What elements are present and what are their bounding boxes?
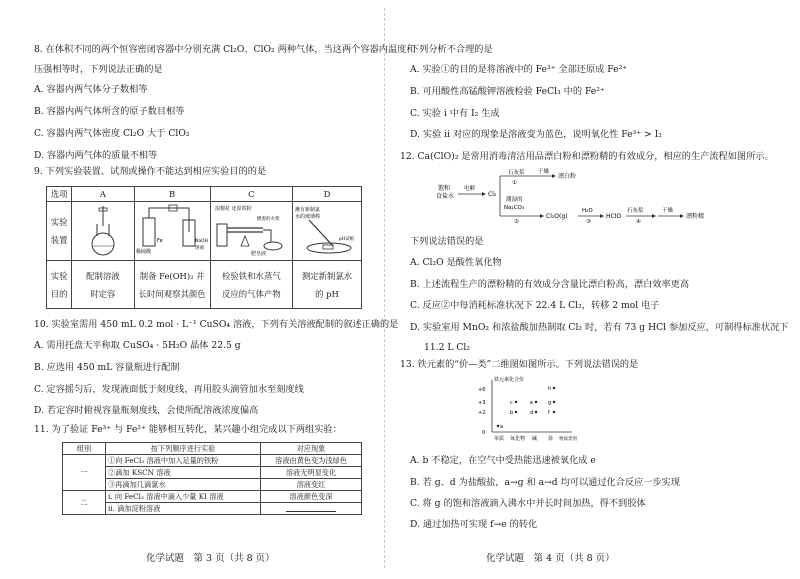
svg-text:石灰浆: 石灰浆 [627, 208, 644, 214]
q11-result-4: 溶液颜色变深 [261, 491, 362, 503]
svg-text:湿棉花 还原铁粉: 湿棉花 还原铁粉 [215, 206, 252, 212]
q9-apparatus-d [293, 202, 362, 261]
q11-group-2: 二 [63, 491, 106, 515]
q10-option-c: C. 定容摇匀后，发现液面低于刻度线，再用胶头滴管加水至刻度线 [34, 384, 304, 395]
q11-step-5: ⅱ. 滴加淀粉溶液 [106, 503, 261, 515]
y-axis-label: 铁元素化合价 [494, 377, 525, 383]
svg-text:g: g [548, 400, 552, 406]
point-c [515, 401, 517, 403]
q8-option-a: A. 容器内两气体分子数相等 [34, 84, 148, 95]
svg-text:Cl₂O(g): Cl₂O(g) [546, 213, 568, 220]
q12-option-a: A. Cl₂O 是酸性氧化物 [410, 257, 502, 268]
q8-stem-line1: 8. 在体积不同的两个恒容密闭容器中分别充满 Cl₂O、ClO₂ 两种气体，当这两个容器内温度和 [34, 44, 416, 55]
svg-text:Na₂CO₃: Na₂CO₃ [504, 205, 525, 211]
svg-text:食盐水: 食盐水 [436, 193, 455, 200]
q11-option-a: A. 实验①的目的是将溶液中的 Fe³⁺ 全部还原成 Fe²⁺ [410, 64, 628, 75]
svg-text:漂粉精: 漂粉精 [686, 213, 705, 220]
q9-header-option: 选项 [47, 187, 72, 202]
q9-header-c: C [210, 187, 292, 202]
q10-option-d: D. 若定容时俯视容量瓶刻度线，会使所配溶液浓度偏高 [34, 405, 259, 416]
svg-text:H₂O: H₂O [582, 208, 593, 214]
svg-text:电解: 电解 [464, 186, 476, 192]
svg-text:漂白粉: 漂白粉 [558, 173, 577, 180]
q11-header-phenomena: 对应现象 [261, 443, 362, 455]
q8-option-b: B. 容器内两气体所含的原子数目相等 [34, 106, 185, 117]
q8-option-c: C. 容器内两气体密度 Cl₂O 大于 ClO₂ [34, 128, 190, 139]
q9-purpose-d: 测定新制氯水 的 pH [293, 261, 362, 309]
svg-text:溶液: 溶液 [195, 246, 205, 251]
footer-page-4: 化学试题 第 4 页（共 8 页） [486, 553, 615, 564]
q11-table [62, 442, 362, 515]
svg-text:水的玻璃棒: 水的玻璃棒 [295, 214, 321, 220]
q9-header-d: D [293, 187, 362, 202]
svg-text:③: ③ [586, 219, 591, 224]
q9-apparatus-b [134, 202, 210, 261]
svg-text:肥皂液: 肥皂液 [251, 251, 267, 257]
q12-option-c: C. 反应②中每消耗标准状况下 22.4 L Cl₂，转移 2 mol 电子 [410, 300, 660, 311]
svg-text:干燥: 干燥 [538, 169, 550, 175]
feoh2-apparatus-drawing [135, 202, 209, 258]
iron-steam-apparatus-drawing [211, 202, 291, 258]
svg-text:干燥: 干燥 [662, 208, 674, 214]
svg-text:稀硫酸: 稀硫酸 [136, 249, 152, 255]
q11-step-1: ①向 FeCl₃ 溶液中加入足量的铁粉 [106, 455, 261, 467]
q8-option-d: D. 容器内两气体的质量不相等 [34, 150, 158, 161]
svg-text:c: c [510, 400, 513, 406]
q12-flow-diagram [436, 168, 736, 224]
page-fold-line [384, 8, 385, 568]
svg-text:d: d [530, 410, 534, 416]
q10-stem: 10. 实验室需用 450 mL 0.2 mol · L⁻¹ CuSO₄ 溶液，下列有关溶液配制的叙述正确的是 [34, 319, 399, 330]
svg-text:蘸有新制氯: 蘸有新制氯 [295, 207, 321, 213]
svg-text:b: b [510, 410, 514, 416]
xtick-category: 物质类别 [559, 437, 577, 442]
svg-text:e: e [530, 400, 534, 406]
ph-test-drawing [293, 202, 361, 258]
q9-stem: 9. 下列实验装置、试剂或操作不能达到相应实验目的的是 [34, 166, 267, 177]
q11-group-1: 一 [63, 455, 106, 491]
footer-page-3: 化学试题 第 3 页（共 8 页） [146, 553, 275, 564]
svg-text:NaOH: NaOH [195, 239, 209, 244]
svg-text:燃着的火柴: 燃着的火柴 [257, 217, 280, 222]
q9-purpose-c: 检验铁和水蒸气 反应的气体产物 [210, 261, 292, 309]
q13-option-c: C. 将 g 的饱和溶液滴入沸水中并长时间加热，得不到胶体 [410, 498, 646, 509]
xtick-oxide: 氧化物 [510, 436, 526, 442]
point-d [535, 411, 537, 413]
q11-result-2: 溶液无明显变化 [261, 467, 362, 479]
q12-option-b: B. 上述流程生产的漂粉精的有效成分含量比漂白粉高，漂白效率更高 [410, 279, 690, 290]
xtick-element: 单质 [494, 436, 505, 442]
xtick-base: 碱 [532, 436, 538, 442]
q9-row-apparatus-label: 实验 装置 [47, 202, 72, 261]
q12-option-d: D. 实验室用 MnO₂ 和浓盐酸加热制取 Cl₂ 时，若有 73 g HCl 参加反应，可制得标准状况下 [410, 322, 789, 333]
svg-text:②: ② [514, 219, 519, 224]
svg-text:石灰浆: 石灰浆 [508, 170, 525, 176]
q11-stem: 11. 为了验证 Fe³⁺ 与 Fe²⁺ 能够相互转化，某兴趣小组完成以下两组实验： [34, 424, 342, 435]
ytick-plus2: +2 [478, 410, 486, 416]
svg-text:a: a [500, 424, 504, 430]
q11-option-d: D. 实验 ⅱ 对应的现象是溶液变为蓝色，说明氧化性 Fe³⁺ > I₂ [410, 129, 662, 140]
svg-text:HClO: HClO [606, 213, 622, 220]
q8-stem-line2: 压强相等时，下列说法正确的是 [34, 64, 163, 75]
point-g [553, 401, 555, 403]
q13-option-d: D. 通过加热可实现 f→e 的转化 [410, 519, 538, 530]
q11-option-c: C. 实验 ⅰ 中有 I₂ 生成 [410, 108, 500, 119]
q11-header-group: 组别 [63, 443, 106, 455]
svg-text:④: ④ [636, 219, 641, 224]
q11-step-2: ②滴加 KSCN 溶液 [106, 467, 261, 479]
point-b [515, 411, 517, 413]
point-f [553, 411, 555, 413]
q13-valence-class-chart [466, 374, 586, 446]
ytick-plus6: +6 [478, 387, 486, 393]
svg-text:Cl₂: Cl₂ [488, 191, 497, 198]
q10-option-b: B. 应选用 450 mL 容量瓶进行配制 [34, 362, 180, 373]
q9-row-purpose-label: 实验 目的 [47, 261, 72, 309]
q11-result-3: 溶液变红 [261, 479, 362, 491]
q11-header-steps: 按下列顺序进行实验 [106, 443, 261, 455]
point-h [553, 387, 555, 389]
q12-option-d-cont: 11.2 L Cl₂ [424, 342, 471, 353]
svg-text:h: h [548, 386, 552, 392]
q10-option-a: A. 需用托盘天平称取 CuSO₄ · 5H₂O 晶体 22.5 g [34, 340, 241, 351]
q11-result-5-blank [261, 503, 362, 515]
q13-option-a: A. b 不稳定，在空气中受热能迅速被氧化成 e [410, 455, 596, 466]
q11-result-1: 溶液由黄色变为浅绿色 [261, 455, 362, 467]
q9-table [46, 186, 362, 309]
svg-text:f: f [548, 410, 550, 416]
q11-step-4: ⅰ. 向 FeCl₃ 溶液中滴入少量 KI 溶液 [106, 491, 261, 503]
point-a [497, 425, 499, 427]
svg-text:潮湿的: 潮湿的 [506, 197, 523, 203]
q11-option-b: B. 可用酸性高锰酸钾溶液检验 FeCl₃ 中的 Fe²⁺ [410, 86, 605, 97]
q12-stem: 12. Ca(ClO)₂ 是常用消毒清洁用品漂白粉和漂粉精的有效成分，相应的生产流程如图所示。 [400, 151, 774, 162]
svg-text:①: ① [512, 180, 517, 186]
xtick-salt: 盐 [548, 436, 554, 442]
q9-apparatus-c [210, 202, 292, 261]
volumetric-flask-drawing [73, 202, 133, 258]
q9-purpose-a: 配制溶液 时定容 [72, 261, 134, 309]
svg-text:pH试纸: pH试纸 [339, 237, 355, 242]
q11-cont-stem: 下列分析不合理的是 [410, 44, 493, 55]
q9-header-b: B [134, 187, 210, 202]
q12-stem2: 下列说法错误的是 [410, 236, 484, 247]
q11-step-3: ③再滴加几滴氯水 [106, 479, 261, 491]
q9-apparatus-a [72, 202, 134, 261]
q9-header-a: A [72, 187, 134, 202]
q13-option-b: B. 若 g、d 为盐酸盐，a→g 和 a→d 均可以通过化合反应一步实现 [410, 477, 681, 488]
ytick-plus3: +3 [478, 400, 486, 406]
q9-purpose-b: 制备 Fe(OH)₂ 并 长时间观察其颜色 [134, 261, 210, 309]
ytick-zero: 0 [482, 430, 486, 436]
svg-text:饱和: 饱和 [438, 185, 451, 192]
svg-text:Fe: Fe [157, 238, 163, 244]
q13-stem: 13. 铁元素的“价—类”二维图如图所示。下列说法错误的是 [400, 359, 639, 370]
point-e [535, 401, 537, 403]
